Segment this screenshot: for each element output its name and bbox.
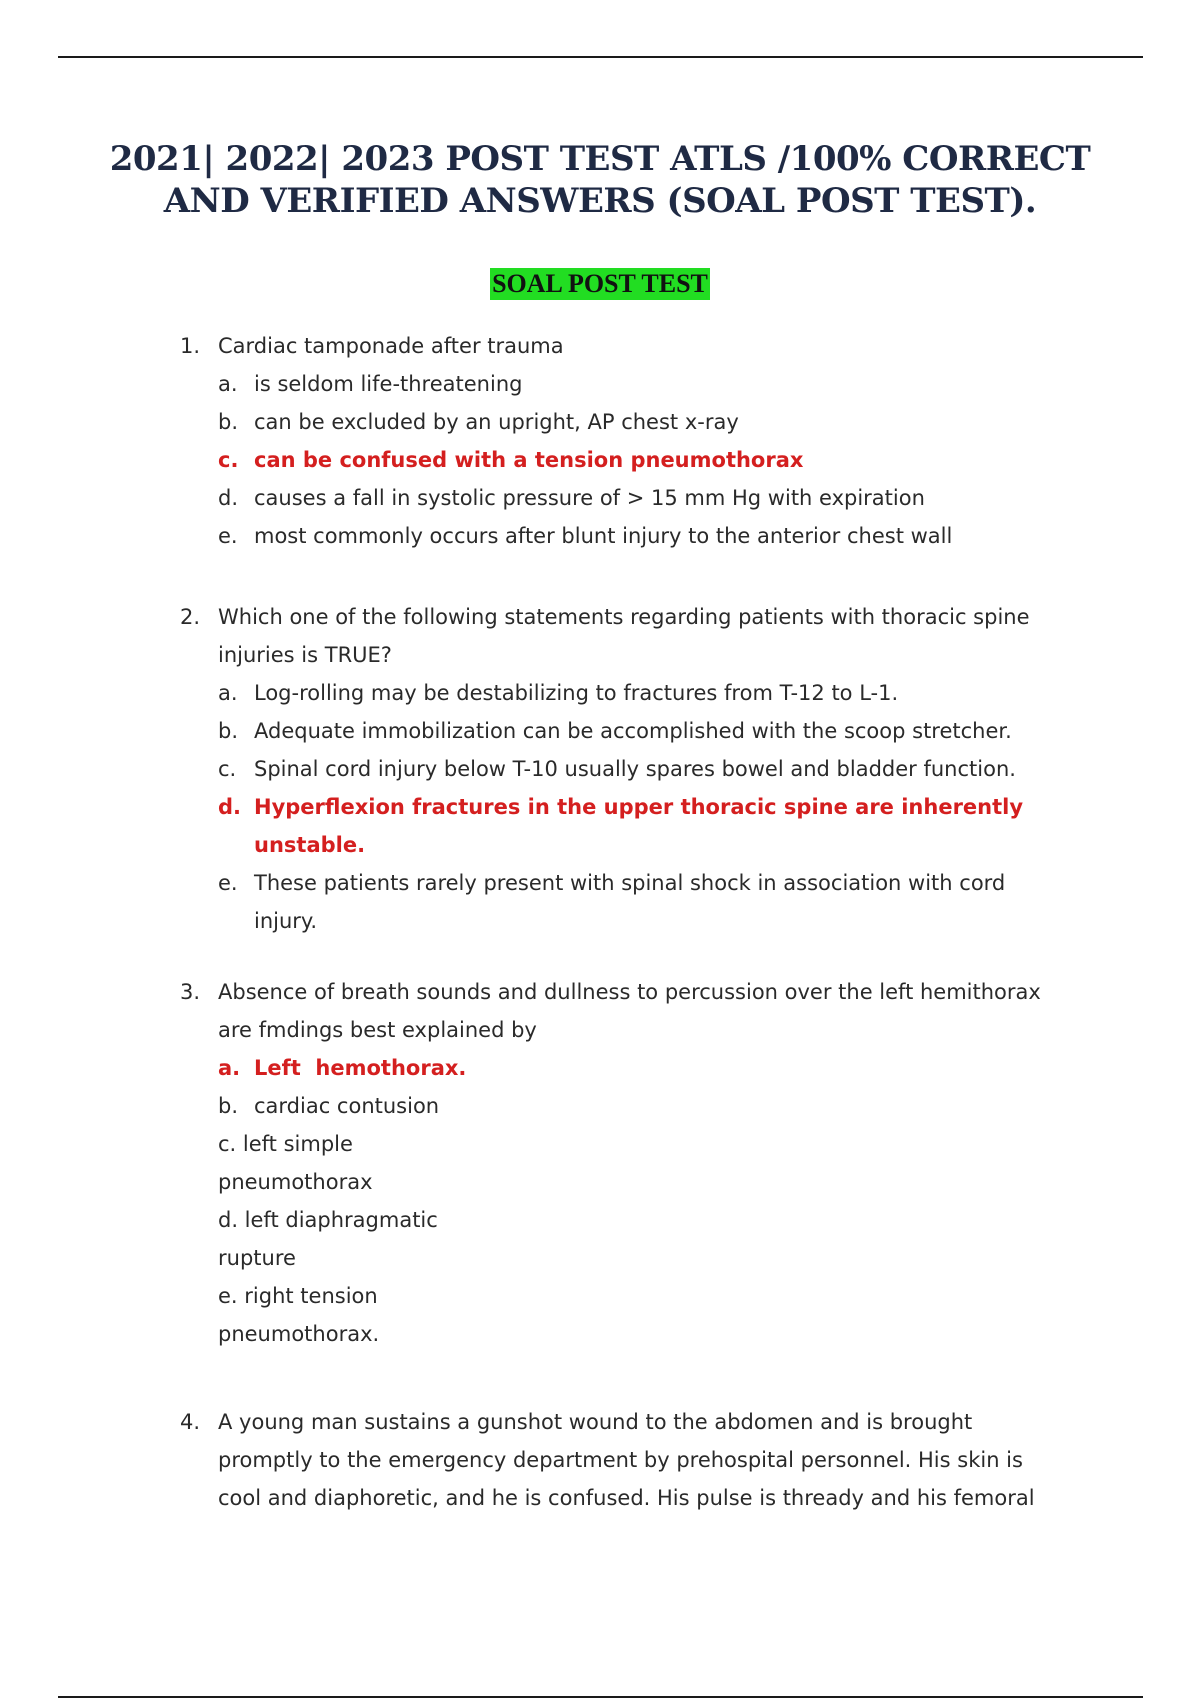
option-text: most commonly occurs after blunt injury to the anterior chest wall: [254, 524, 953, 548]
question-number: 2.: [180, 605, 201, 629]
option-letter: a.: [218, 681, 238, 705]
option-text: cardiac contusion: [254, 1094, 440, 1118]
option-text-line-2: injury.: [254, 909, 318, 933]
option-2d-correct: [0, 788, 1200, 826]
question-text-line-1: Which one of the following statements regarding patients with thoracic spine: [218, 605, 1030, 629]
question-number: 1.: [180, 334, 201, 358]
question-text-line-1: A young man sustains a gunshot wound to the abdomen and is brought: [218, 1410, 973, 1434]
option-text: Left hemothorax.: [254, 1056, 467, 1080]
option-letter: c.: [218, 448, 239, 472]
option-1c-correct: [0, 441, 1200, 479]
option-text: Adequate immobilization can be accomplished with the scoop stretcher.: [254, 719, 1012, 743]
question-2: [0, 598, 1200, 940]
option-3d-line-2: rupture: [218, 1246, 296, 1270]
question-4: [0, 1403, 1200, 1517]
option-text-line-1: These patients rarely present with spinal shock in association with cord: [254, 871, 1006, 895]
option-letter: a.: [218, 372, 238, 396]
question-text-line-3: cool and diaphoretic, and he is confused. His pulse is thready and his femoral: [218, 1486, 1035, 1510]
question-text-line-2: injuries is TRUE?: [218, 643, 392, 667]
section-label: SOAL POST TEST: [492, 269, 708, 298]
option-2b: [0, 712, 1200, 750]
option-3c-line-2: pneumothorax: [218, 1170, 373, 1194]
option-text-line-1: Hyperflexion fractures in the upper thoracic spine are inherently: [254, 795, 1024, 819]
question-text: Cardiac tamponade after trauma: [218, 334, 564, 358]
option-1e: [0, 517, 1200, 555]
option-letter: e.: [218, 871, 238, 895]
option-2e-continued: [0, 902, 1200, 940]
option-2d-continued: [0, 826, 1200, 864]
option-letter: e.: [218, 524, 238, 548]
option-text-line-2: unstable.: [254, 833, 366, 857]
option-1b: [0, 403, 1200, 441]
title-line-2: AND VERIFIED ANSWERS (SOAL POST TEST).: [163, 181, 1037, 221]
option-letter: c.: [218, 757, 237, 781]
question-text-line-2: promptly to the emergency department by prehospital personnel. His skin is: [218, 1448, 1023, 1472]
option-3a-correct: [0, 1049, 1200, 1087]
option-1d: [0, 479, 1200, 517]
option-text: can be excluded by an upright, AP chest x-ray: [254, 410, 739, 434]
option-letter: b.: [218, 1094, 239, 1118]
title-line-1: 2021| 2022| 2023 POST TEST ATLS /100% CORRECT: [109, 139, 1091, 179]
option-letter: b.: [218, 719, 239, 743]
top-rule: [58, 56, 1143, 58]
option-3d-line-1: d. left diaphragmatic: [218, 1208, 438, 1232]
question-text-line-1: Absence of breath sounds and dullness to percussion over the left hemithorax: [218, 980, 1041, 1004]
option-text: Log-rolling may be destabilizing to fractures from T-12 to L-1.: [254, 681, 899, 705]
option-3c-line-1: c. left simple: [218, 1132, 353, 1156]
option-2a: [0, 674, 1200, 712]
option-letter: d.: [218, 795, 242, 819]
question-number: 3.: [180, 980, 201, 1004]
question-number: 4.: [180, 1410, 201, 1434]
option-letter: b.: [218, 410, 239, 434]
option-3e-line-1: e. right tension: [218, 1284, 378, 1308]
option-3e-line-2: pneumothorax.: [218, 1322, 380, 1346]
question-text-line-2: are fmdings best explained by: [218, 1018, 537, 1042]
option-2c: [0, 750, 1200, 788]
question-1: [0, 327, 1200, 555]
section-heading: [0, 268, 1200, 300]
option-text: can be confused with a tension pneumothorax: [254, 448, 804, 472]
option-2e: [0, 864, 1200, 902]
option-text: causes a fall in systolic pressure of > 15 mm Hg with expiration: [254, 486, 925, 510]
option-text: is seldom life-threatening: [254, 372, 523, 396]
document-title: [100, 138, 1100, 222]
option-text: Spinal cord injury below T-10 usually spares bowel and bladder function.: [254, 757, 1016, 781]
bottom-rule: [58, 1696, 1143, 1698]
option-letter: d.: [218, 486, 239, 510]
option-1a: [0, 365, 1200, 403]
option-letter: a.: [218, 1056, 241, 1080]
option-3b: [0, 1087, 1200, 1125]
question-3: [0, 973, 1200, 1353]
